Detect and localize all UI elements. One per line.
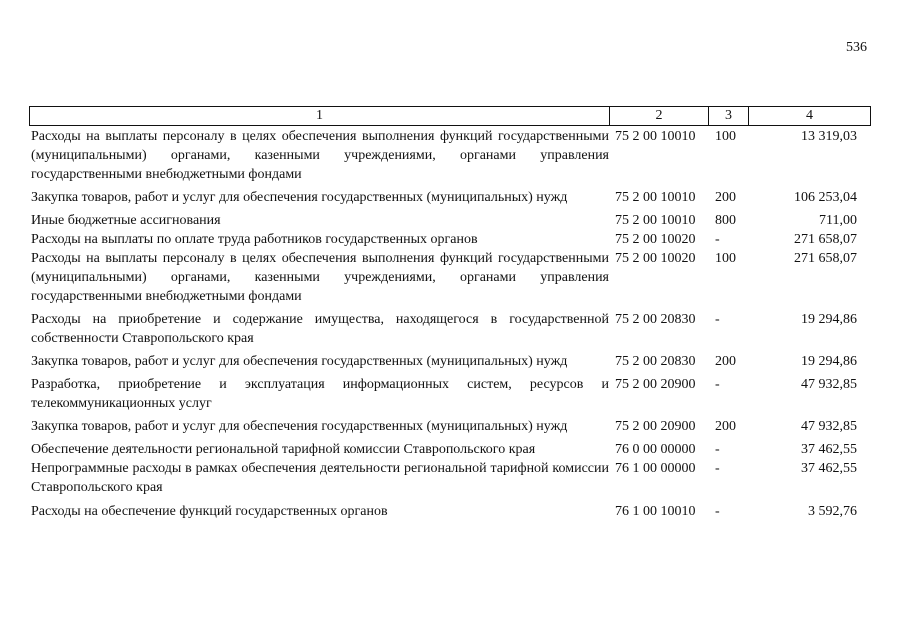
table-row — [29, 249, 871, 306]
row-name: Разработка, приобретение и эксплуатация информационных систем, ресурсов и телекоммуникационных услуг — [31, 377, 609, 411]
row-expense-type: 800 — [715, 213, 736, 228]
row-name: Непрограммные расходы в рамках обеспечения деятельности региональной тарифной комиссии Ставропольского края — [31, 461, 609, 495]
row-expense-type: 200 — [715, 419, 736, 434]
table-header — [29, 106, 871, 126]
table-row — [29, 459, 871, 497]
table-row — [29, 375, 871, 413]
row-name: Закупка товаров, работ и услуг для обеспечения государственных (муниципальных) нужд — [31, 419, 568, 434]
table-row — [29, 127, 871, 184]
row-code: 75 2 00 10010 — [615, 129, 696, 144]
table-body — [29, 127, 871, 521]
row-amount: 37 462,55 — [801, 461, 857, 476]
table-row — [29, 440, 871, 459]
row-name: Обеспечение деятельности региональной тарифной комиссии Ставропольского края — [31, 442, 536, 457]
row-amount: 37 462,55 — [801, 442, 857, 457]
row-amount: 19 294,86 — [801, 354, 857, 369]
row-amount: 106 253,04 — [794, 190, 857, 205]
row-amount: 47 932,85 — [801, 377, 857, 392]
row-code: 75 2 00 20830 — [615, 312, 696, 327]
row-amount: 13 319,03 — [801, 129, 857, 144]
header-col-1: 1 — [30, 107, 610, 125]
row-amount: 19 294,86 — [801, 312, 857, 327]
row-code: 75 2 00 10010 — [615, 190, 696, 205]
row-expense-type: - — [715, 504, 720, 519]
row-amount: 271 658,07 — [794, 251, 857, 266]
row-code: 76 1 00 10010 — [615, 504, 696, 519]
row-name: Расходы на приобретение и содержание имущества, находящегося в государственной собственности Ставропольского края — [31, 312, 609, 346]
table-row — [29, 188, 871, 207]
header-col-3: 3 — [709, 107, 749, 125]
row-code: 75 2 00 10020 — [615, 232, 696, 247]
row-expense-type: - — [715, 377, 720, 392]
table-row — [29, 211, 871, 230]
row-expense-type: 100 — [715, 129, 736, 144]
table-row — [29, 352, 871, 371]
row-name: Закупка товаров, работ и услуг для обеспечения государственных (муниципальных) нужд — [31, 190, 568, 205]
row-name: Расходы на выплаты персоналу в целях обеспечения выполнения функций государственными (муниципальными) органами, казенными учреждениями, органами управления государственными внебюджетными фондами — [31, 251, 609, 304]
row-code: 76 1 00 00000 — [615, 461, 696, 476]
table-row — [29, 310, 871, 348]
row-amount: 711,00 — [819, 213, 857, 228]
row-name: Расходы на выплаты по оплате труда работников государственных органов — [31, 232, 478, 247]
row-name: Расходы на обеспечение функций государственных органов — [31, 504, 388, 519]
row-code: 75 2 00 10010 — [615, 213, 696, 228]
row-expense-type: 100 — [715, 251, 736, 266]
row-amount: 47 932,85 — [801, 419, 857, 434]
row-code: 76 0 00 00000 — [615, 442, 696, 457]
row-name: Расходы на выплаты персоналу в целях обеспечения выполнения функций государственными (муниципальными) органами, казенными учреждениями, органами управления государственными внебюджетными фондами — [31, 129, 609, 182]
row-expense-type: - — [715, 232, 720, 247]
row-code: 75 2 00 20900 — [615, 419, 696, 434]
row-amount: 3 592,76 — [808, 504, 857, 519]
header-col-4: 4 — [806, 108, 813, 123]
row-code: 75 2 00 20900 — [615, 377, 696, 392]
header-col-2: 2 — [610, 107, 709, 125]
budget-table — [29, 106, 871, 521]
table-row — [29, 502, 871, 521]
row-amount: 271 658,07 — [794, 232, 857, 247]
page-number: 536 — [846, 40, 867, 55]
row-expense-type: - — [715, 312, 720, 327]
row-name: Иные бюджетные ассигнования — [31, 213, 221, 228]
table-row — [29, 230, 871, 249]
row-expense-type: 200 — [715, 190, 736, 205]
row-expense-type: - — [715, 461, 720, 476]
row-code: 75 2 00 10020 — [615, 251, 696, 266]
row-name: Закупка товаров, работ и услуг для обеспечения государственных (муниципальных) нужд — [31, 354, 568, 369]
table-row — [29, 417, 871, 436]
row-expense-type: - — [715, 442, 720, 457]
row-code: 75 2 00 20830 — [615, 354, 696, 369]
row-expense-type: 200 — [715, 354, 736, 369]
